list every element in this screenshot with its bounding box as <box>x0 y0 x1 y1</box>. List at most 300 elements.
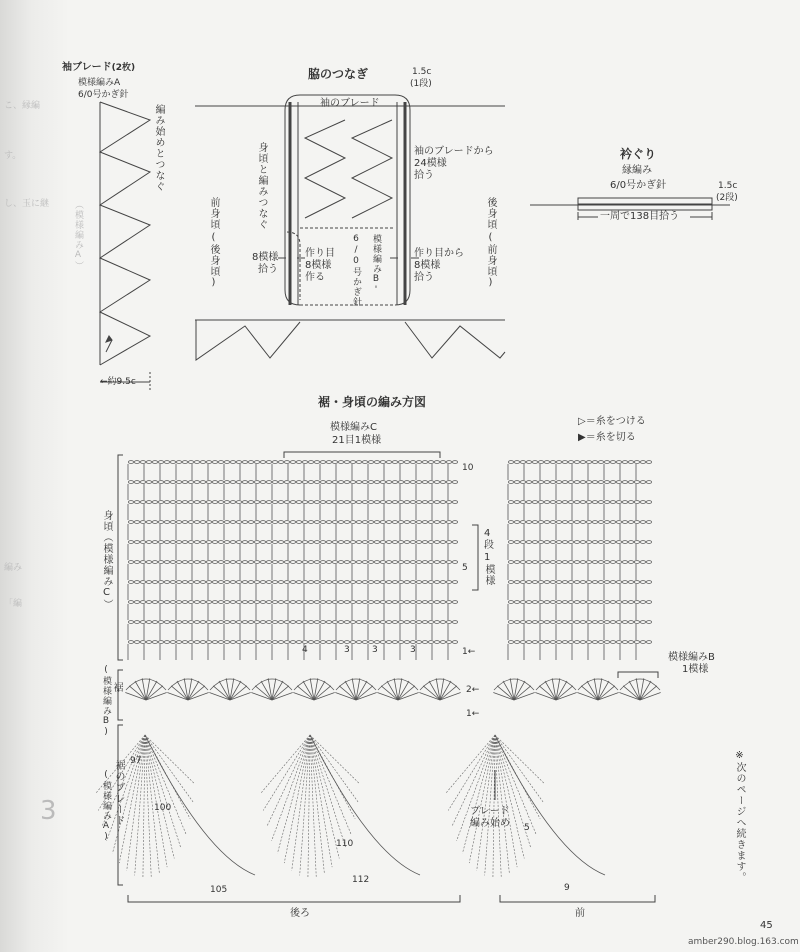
chain-stitch <box>272 561 277 564</box>
chain-stitch <box>350 501 355 504</box>
chain-stitch <box>526 621 531 624</box>
chain-stitch <box>344 481 349 484</box>
chain-stitch <box>434 461 439 464</box>
chain-stitch <box>532 541 537 544</box>
stitch-count: 110 <box>336 839 354 849</box>
chain-stitch <box>128 461 133 464</box>
gutter-fragment: 編み <box>4 563 23 573</box>
fan-stitch <box>314 692 335 700</box>
chain-stitch <box>146 541 151 544</box>
chain-stitch <box>580 541 585 544</box>
chain-stitch <box>592 501 597 504</box>
chain-stitch <box>356 561 361 564</box>
chain-stitch <box>230 541 235 544</box>
chain-stitch <box>224 561 229 564</box>
chain-stitch <box>182 521 187 524</box>
chain-stitch <box>308 501 313 504</box>
neckline-title: 衿ぐり <box>620 147 657 161</box>
gutter-fragment: 3 <box>40 796 57 826</box>
chain-stitch <box>538 621 543 624</box>
chain-stitch <box>598 461 603 464</box>
chain-stitch <box>170 601 175 604</box>
chain-stitch <box>580 481 585 484</box>
chain-stitch <box>646 581 651 584</box>
fan-stitch <box>398 686 415 700</box>
fan-stitch <box>356 686 373 700</box>
chain-stitch <box>152 461 157 464</box>
chain-stitch <box>272 641 277 644</box>
fan-stitch <box>335 692 356 700</box>
chain-stitch <box>356 541 361 544</box>
chain-stitch <box>356 581 361 584</box>
chain-stitch <box>158 641 163 644</box>
chain-stitch <box>640 621 645 624</box>
chain-stitch <box>308 541 313 544</box>
chain-stitch <box>568 601 573 604</box>
braid-stitch <box>495 735 509 873</box>
chain-stitch <box>526 581 531 584</box>
chain-stitch <box>404 581 409 584</box>
chain-stitch <box>170 561 175 564</box>
chain-stitch <box>314 481 319 484</box>
chain-stitch <box>440 581 445 584</box>
fan-stitch <box>535 692 556 700</box>
chain-stitch <box>158 501 163 504</box>
chain-stitch <box>254 621 259 624</box>
gutter-fragment: 「編 <box>4 599 23 609</box>
chain-stitch <box>284 621 289 624</box>
chain-stitch <box>386 461 391 464</box>
chain-stitch <box>320 481 325 484</box>
chain-stitch <box>302 601 307 604</box>
chain-stitch <box>532 521 537 524</box>
side-join-diagram <box>195 95 505 360</box>
chain-stitch <box>514 601 519 604</box>
chain-stitch <box>332 601 337 604</box>
chain-stitch <box>164 581 169 584</box>
chain-stitch <box>146 501 151 504</box>
chain-stitch <box>320 601 325 604</box>
chain-stitch <box>622 621 627 624</box>
chain-stitch <box>532 561 537 564</box>
chain-stitch <box>194 481 199 484</box>
chain-stitch <box>194 541 199 544</box>
chain-stitch <box>634 641 639 644</box>
chain-stitch <box>176 521 181 524</box>
chain-stitch <box>386 641 391 644</box>
chain-stitch <box>550 621 555 624</box>
chain-stitch <box>386 521 391 524</box>
braid-stitch <box>310 735 324 873</box>
chain-stitch <box>404 601 409 604</box>
pickup-verb: 拾う <box>258 264 278 275</box>
chain-stitch <box>532 601 537 604</box>
chain-stitch <box>598 641 603 644</box>
chain-stitch <box>248 621 253 624</box>
braid-stitch <box>145 735 186 834</box>
chain-stitch <box>218 541 223 544</box>
chain-stitch <box>428 601 433 604</box>
chain-stitch <box>556 561 561 564</box>
chain-stitch <box>182 481 187 484</box>
chain-stitch <box>520 521 525 524</box>
chain-stitch <box>236 581 241 584</box>
chain-stitch <box>164 501 169 504</box>
chain-stitch <box>206 621 211 624</box>
chain-stitch <box>260 481 265 484</box>
chain-stitch <box>326 621 331 624</box>
chain-stitch <box>272 501 277 504</box>
chain-stitch <box>598 501 603 504</box>
chain-stitch <box>182 601 187 604</box>
chain-stitch <box>392 461 397 464</box>
chain-stitch <box>446 601 451 604</box>
chain-stitch <box>568 561 573 564</box>
row-number: 10 <box>462 463 474 473</box>
chain-stitch <box>386 621 391 624</box>
chain-stitch <box>592 461 597 464</box>
chain-stitch <box>646 621 651 624</box>
chain-stitch <box>176 461 181 464</box>
chain-stitch <box>344 561 349 564</box>
stitch-count: 3 <box>410 645 416 655</box>
chain-stitch <box>392 621 397 624</box>
chain-stitch <box>434 501 439 504</box>
chain-stitch <box>508 621 513 624</box>
fan-stitch <box>497 686 514 700</box>
chain-stitch <box>248 461 253 464</box>
chain-stitch <box>556 501 561 504</box>
chain-stitch <box>628 481 633 484</box>
hem-braid-sub: (模様編みA) <box>101 770 111 843</box>
chain-stitch <box>188 621 193 624</box>
chain-stitch <box>610 461 615 464</box>
chain-stitch <box>200 481 205 484</box>
chain-stitch <box>508 461 513 464</box>
chain-stitch <box>398 501 403 504</box>
chain-stitch <box>326 521 331 524</box>
chain-stitch <box>356 521 361 524</box>
front-body-sub: (後身頃) <box>208 232 219 289</box>
chain-stitch <box>586 601 591 604</box>
hem-fan-row <box>125 678 660 700</box>
stitch-count: 5 <box>524 823 530 833</box>
chain-stitch <box>610 621 615 624</box>
chain-stitch <box>302 621 307 624</box>
chain-stitch <box>622 641 627 644</box>
chain-stitch <box>616 641 621 644</box>
chain-stitch <box>368 501 373 504</box>
chain-stitch <box>592 621 597 624</box>
chain-stitch <box>218 561 223 564</box>
chain-stitch <box>440 481 445 484</box>
chain-stitch <box>260 501 265 504</box>
body-stitch-grid-back <box>128 461 458 660</box>
chain-stitch <box>170 581 175 584</box>
chain-stitch <box>140 581 145 584</box>
chain-stitch <box>176 501 181 504</box>
chain-stitch <box>452 541 457 544</box>
row-number: 1← <box>466 709 480 719</box>
row-number: 2← <box>466 685 480 695</box>
chain-stitch <box>236 501 241 504</box>
chain-stitch <box>218 601 223 604</box>
chain-stitch <box>248 561 253 564</box>
fan-stitch <box>581 686 598 700</box>
chain-stitch <box>428 621 433 624</box>
chain-stitch <box>556 521 561 524</box>
chain-stitch <box>128 521 133 524</box>
chain-stitch <box>146 601 151 604</box>
chain-stitch <box>326 581 331 584</box>
chain-stitch <box>416 561 421 564</box>
fan-stitch <box>419 692 440 700</box>
chain-stitch <box>550 641 555 644</box>
row-number: 5 <box>462 563 468 573</box>
chain-stitch <box>224 621 229 624</box>
chain-stitch <box>338 481 343 484</box>
side-join-height: 1.5c <box>412 67 432 77</box>
chain-stitch <box>440 641 445 644</box>
chain-stitch <box>610 521 615 524</box>
chain-stitch <box>350 561 355 564</box>
chain-stitch <box>236 541 241 544</box>
sleeve-braid-title: 袖ブレード(2枚) <box>62 62 136 73</box>
chain-stitch <box>532 461 537 464</box>
chain-stitch <box>556 461 561 464</box>
chain-stitch <box>562 581 567 584</box>
chain-stitch <box>218 621 223 624</box>
chain-stitch <box>544 561 549 564</box>
chain-stitch <box>392 641 397 644</box>
fan-stitch <box>440 692 461 700</box>
chain-stitch <box>604 601 609 604</box>
chain-stitch <box>434 521 439 524</box>
chain-stitch <box>344 641 349 644</box>
chain-stitch <box>398 521 403 524</box>
chain-stitch <box>146 561 151 564</box>
page-number: 45 <box>760 920 773 931</box>
chain-stitch <box>562 621 567 624</box>
chain-stitch <box>242 621 247 624</box>
chain-stitch <box>278 521 283 524</box>
chain-stitch <box>260 461 265 464</box>
chain-stitch <box>416 521 421 524</box>
chain-stitch <box>526 481 531 484</box>
fan-stitch <box>314 686 331 700</box>
chain-stitch <box>544 621 549 624</box>
sleeve-join-note: 編み始めとつなぐ <box>153 104 164 192</box>
fan-stitch <box>188 686 205 700</box>
chain-stitch <box>598 481 603 484</box>
chain-stitch <box>574 501 579 504</box>
chain-stitch <box>392 501 397 504</box>
chain-stitch <box>508 481 513 484</box>
chain-stitch <box>398 581 403 584</box>
chain-stitch <box>134 561 139 564</box>
chain-stitch <box>604 481 609 484</box>
chain-stitch <box>440 621 445 624</box>
chain-stitch <box>410 481 415 484</box>
chain-stitch <box>314 561 319 564</box>
chain-stitch <box>640 581 645 584</box>
chain-stitch <box>452 501 457 504</box>
chain-stitch <box>550 501 555 504</box>
chain-stitch <box>362 601 367 604</box>
chain-stitch <box>550 601 555 604</box>
legend-attach: ▷＝糸をつける <box>578 416 646 427</box>
chain-stitch <box>188 461 193 464</box>
chain-stitch <box>586 521 591 524</box>
chain-stitch <box>368 481 373 484</box>
fan-stitch <box>398 692 419 700</box>
fan-stitch <box>188 692 209 700</box>
chain-stitch <box>200 601 205 604</box>
chain-stitch <box>176 481 181 484</box>
chain-stitch <box>556 641 561 644</box>
chain-stitch <box>398 601 403 604</box>
chain-stitch <box>152 541 157 544</box>
chain-stitch <box>236 461 241 464</box>
chain-stitch <box>230 481 235 484</box>
chain-stitch <box>610 481 615 484</box>
braid-stitch <box>261 735 310 793</box>
chain-stitch <box>200 521 205 524</box>
chain-stitch <box>520 541 525 544</box>
chain-stitch <box>332 481 337 484</box>
chain-stitch <box>302 521 307 524</box>
chain-stitch <box>254 561 259 564</box>
chain-stitch <box>236 601 241 604</box>
pattern-vertical: 模様編みB' <box>371 234 381 296</box>
chain-stitch <box>152 581 157 584</box>
chain-stitch <box>592 481 597 484</box>
chain-stitch <box>556 541 561 544</box>
chain-stitch <box>236 481 241 484</box>
chain-stitch <box>380 481 385 484</box>
chain-stitch <box>640 601 645 604</box>
chain-stitch <box>248 641 253 644</box>
chain-stitch <box>580 501 585 504</box>
chain-stitch <box>398 641 403 644</box>
repeat-char-2: 段 <box>484 540 494 551</box>
chain-stitch <box>610 601 615 604</box>
fan-stitch <box>493 692 514 700</box>
hem-sub: (模様編みB) <box>101 665 111 738</box>
chain-stitch <box>362 621 367 624</box>
chain-stitch <box>242 521 247 524</box>
chain-stitch <box>152 601 157 604</box>
chain-stitch <box>538 561 543 564</box>
chain-stitch <box>422 521 427 524</box>
chain-stitch <box>128 641 133 644</box>
neckline-hook: 6/0号かぎ針 <box>610 180 667 191</box>
chain-stitch <box>562 481 567 484</box>
back-label: 後ろ <box>290 908 310 919</box>
chain-stitch <box>146 521 151 524</box>
chain-stitch <box>428 641 433 644</box>
chain-stitch <box>508 601 513 604</box>
chain-stitch <box>194 621 199 624</box>
chain-stitch <box>248 601 253 604</box>
chain-stitch <box>212 541 217 544</box>
chain-stitch <box>616 481 621 484</box>
chain-stitch <box>224 481 229 484</box>
chain-stitch <box>544 501 549 504</box>
fan-stitch <box>598 692 619 700</box>
chain-stitch <box>434 601 439 604</box>
front-label: 前 <box>575 908 585 919</box>
chain-stitch <box>194 461 199 464</box>
chain-stitch <box>188 501 193 504</box>
chain-stitch <box>332 641 337 644</box>
chain-stitch <box>272 601 277 604</box>
chain-stitch <box>422 461 427 464</box>
side-join-rows: (1段) <box>410 79 432 89</box>
chain-stitch <box>170 541 175 544</box>
chain-stitch <box>392 521 397 524</box>
chain-stitch <box>218 501 223 504</box>
chain-stitch <box>260 601 265 604</box>
chain-stitch <box>182 501 187 504</box>
chain-stitch <box>164 561 169 564</box>
chain-stitch <box>308 641 313 644</box>
chain-stitch <box>574 561 579 564</box>
chain-stitch <box>242 541 247 544</box>
chain-stitch <box>520 561 525 564</box>
chain-stitch <box>568 481 573 484</box>
chain-stitch <box>320 501 325 504</box>
chain-stitch <box>290 461 295 464</box>
chain-stitch <box>646 461 651 464</box>
chain-stitch <box>616 501 621 504</box>
chain-stitch <box>314 581 319 584</box>
chain-stitch <box>320 641 325 644</box>
chain-stitch <box>140 641 145 644</box>
chain-stitch <box>628 521 633 524</box>
chain-stitch <box>416 461 421 464</box>
hem-braid-fans <box>96 735 605 877</box>
chain-stitch <box>128 621 133 624</box>
chain-stitch <box>170 641 175 644</box>
chain-stitch <box>338 561 343 564</box>
chain-stitch <box>374 521 379 524</box>
chain-stitch <box>218 641 223 644</box>
chain-stitch <box>508 641 513 644</box>
chain-stitch <box>254 581 259 584</box>
sleeve-braid-hook: 6/0号かぎ針 <box>78 90 129 100</box>
chain-stitch <box>158 581 163 584</box>
chain-stitch <box>212 501 217 504</box>
chain-stitch <box>428 561 433 564</box>
chain-stitch <box>218 581 223 584</box>
chain-stitch <box>628 501 633 504</box>
chain-stitch <box>332 541 337 544</box>
chain-stitch <box>332 521 337 524</box>
stitch-count: 112 <box>352 875 370 885</box>
chain-stitch <box>568 621 573 624</box>
chain-stitch <box>556 621 561 624</box>
chain-stitch <box>514 621 519 624</box>
chain-stitch <box>410 561 415 564</box>
chain-stitch <box>146 481 151 484</box>
chain-stitch <box>176 561 181 564</box>
chain-stitch <box>580 641 585 644</box>
chain-stitch <box>386 581 391 584</box>
chain-stitch <box>574 541 579 544</box>
chain-stitch <box>440 521 445 524</box>
chain-stitch <box>428 581 433 584</box>
